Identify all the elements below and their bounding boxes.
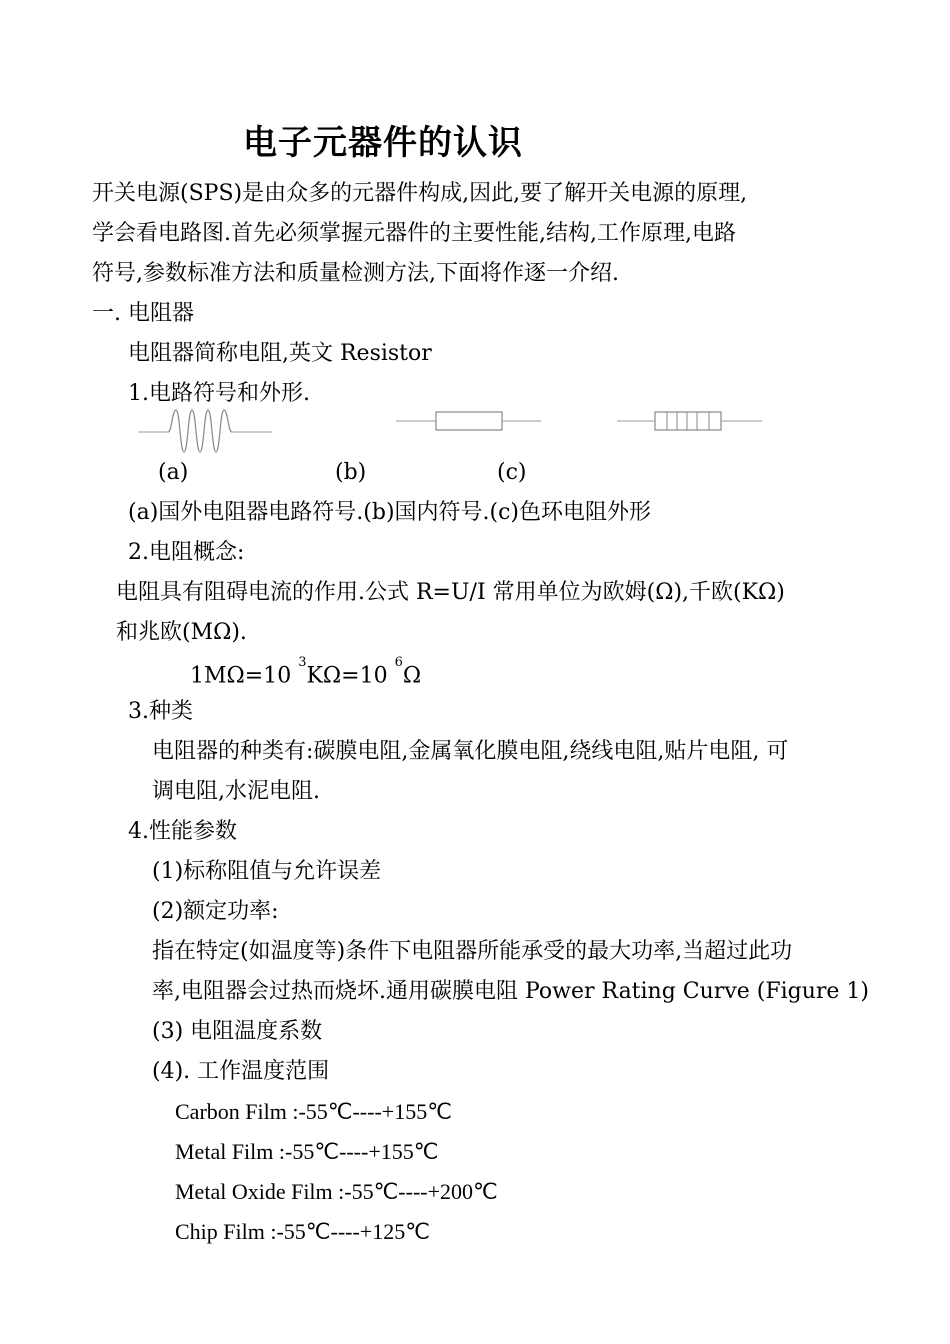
resistor-description: 电阻器简称电阻,英文 Resistor [128,341,432,366]
caption-b: (b) [335,460,367,485]
param-2-desc-2: 率,电阻器会过热而烧坏.通用碳膜电阻 Power Rating Curve (Figure 1) [152,979,870,1004]
figure-caption: (a)国外电阻器电路符号.(b)国内符号.(c)色环电阻外形 [128,500,652,525]
resistor-symbol-foreign [138,408,274,454]
page-title: 电子元器件的认识 [243,123,523,163]
intro-line-1: 开关电源(SPS)是由众多的元器件构成,因此,要了解开关电源的原理, [92,181,748,206]
unit-formula [190,657,421,690]
resistor-symbol-domestic [396,410,542,434]
item-2-heading: 2.电阻概念: [128,540,245,565]
temp-chip-film: Chip Film :-55℃----+125℃ [175,1219,430,1244]
formula-part-2: KΩ=10 [306,663,395,689]
concept-line-2: 和兆欧(MΩ). [116,620,247,645]
item-3-heading: 3.种类 [128,699,193,724]
temp-metal-oxide-film: Metal Oxide Film :-55℃----+200℃ [175,1179,498,1204]
intro-line-3: 符号,参数标准方法和质量检测方法,下面将作逐一介绍. [92,261,619,286]
param-2-desc-1: 指在特定(如温度等)条件下电阻器所能承受的最大功率,当超过此功 [152,939,793,964]
intro-line-2: 学会看电路图.首先必须掌握元器件的主要性能,结构,工作原理,电路 [92,221,736,246]
concept-line-1: 电阻具有阻碍电流的作用.公式 R=U/I 常用单位为欧姆(Ω),千欧(KΩ) [116,580,785,605]
param-4: (4). 工作温度范围 [152,1059,330,1084]
param-2: (2)额定功率: [152,899,279,924]
section-heading: 一. 电阻器 [92,301,194,326]
item-1-heading: 1.电路符号和外形. [128,381,310,406]
formula-exponent-2: 6 [394,655,403,670]
temp-carbon-film: Carbon Film :-55℃----+155℃ [175,1099,452,1124]
caption-a: (a) [158,460,189,485]
param-3: (3) 电阻温度系数 [152,1019,323,1044]
item-4-heading: 4.性能参数 [128,819,237,844]
param-1: (1)标称阻值与允许误差 [152,859,382,884]
types-line-2: 调电阻,水泥电阻. [152,779,320,804]
types-line-1: 电阻器的种类有:碳膜电阻,金属氧化膜电阻,绕线电阻,贴片电阻, 可 [152,739,789,764]
formula-exponent-1: 3 [298,655,307,670]
caption-c: (c) [497,460,527,485]
temp-metal-film: Metal Film :-55℃----+155℃ [175,1139,439,1164]
formula-part-1: 1MΩ=10 [190,663,299,689]
color-band-resistor [617,410,763,434]
formula-part-3: Ω [402,663,422,689]
